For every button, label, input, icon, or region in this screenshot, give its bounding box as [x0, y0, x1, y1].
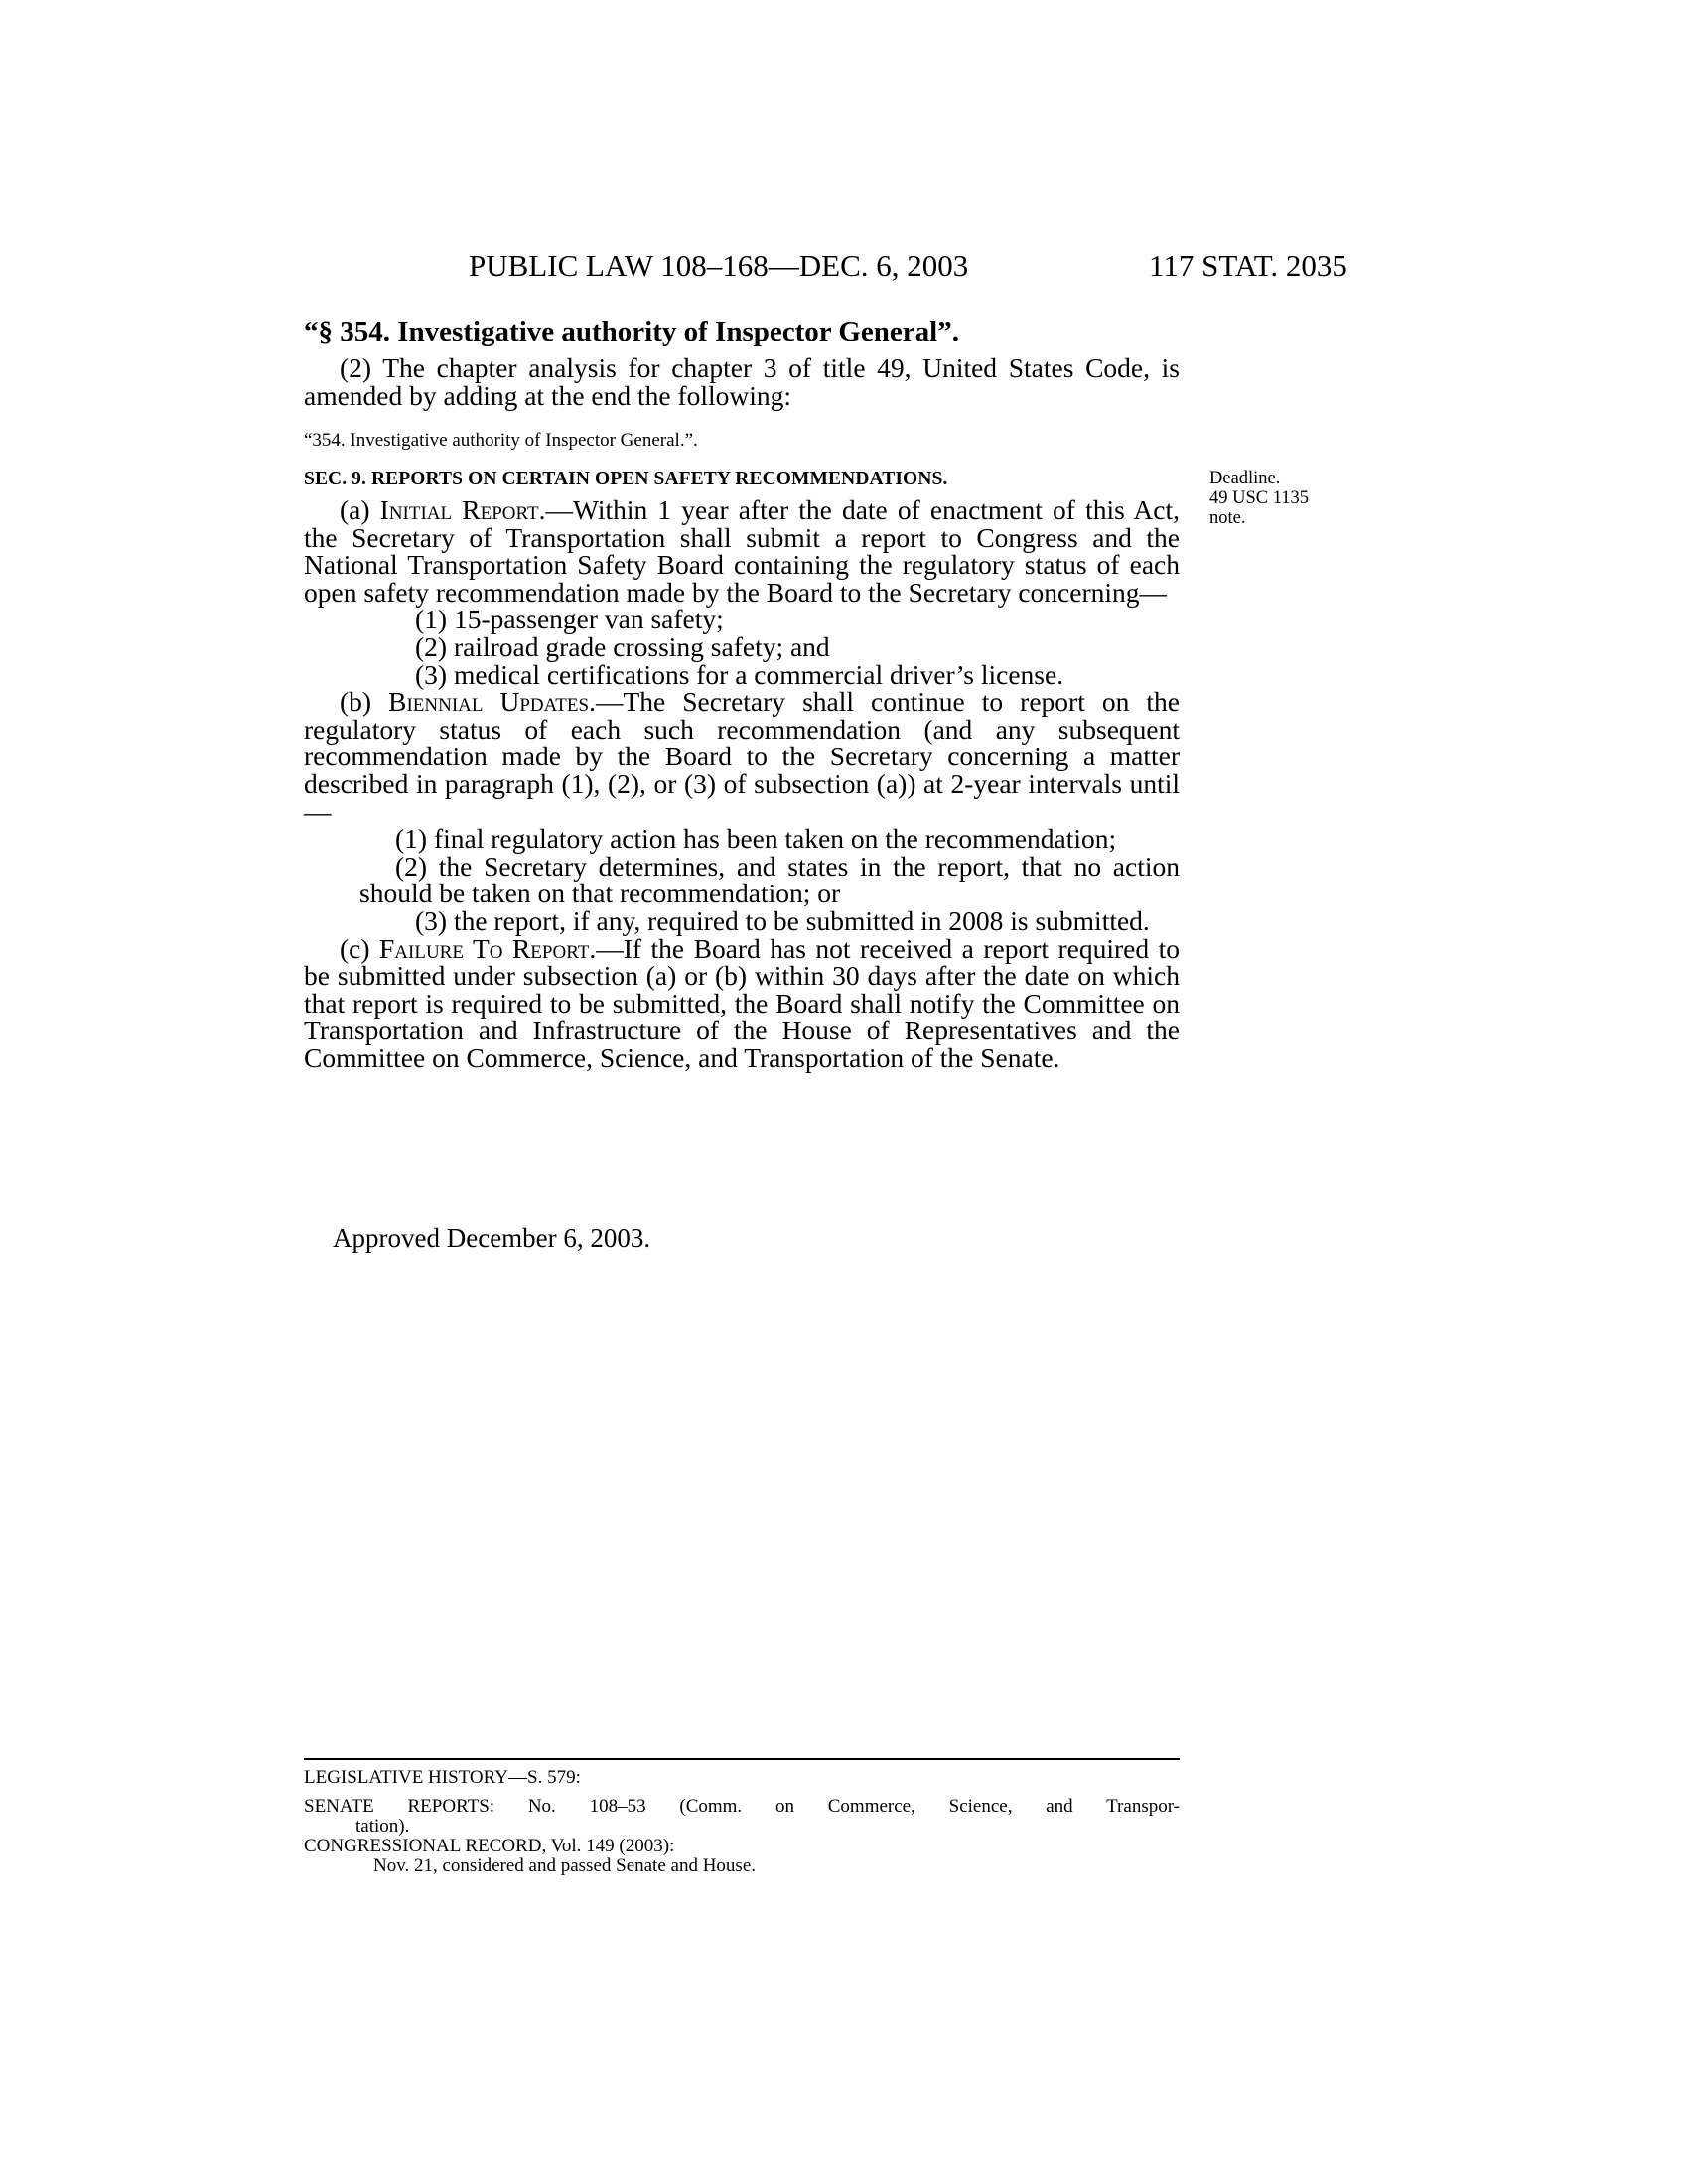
running-header-page: 117 STAT. 2035	[1149, 248, 1347, 283]
senate-reports-continuation: tation).	[355, 1816, 410, 1837]
subsection-a	[304, 496, 1180, 606]
subsection-b	[304, 688, 1180, 825]
margin-note	[1209, 469, 1348, 528]
quoted-entry: “354. Investigative authority of Inspector General.”.	[304, 430, 698, 451]
subsection-c-text: .—If the Board has not received a report required to be submitted under subsection (a) or (b) within 30 days after the date on which that report is required to be submitted, the Board shall notify the Committee on Transportation and Infrastructure of the House of Representatives and the Committee on Commerce, Science, and Transportation of the Senate.	[304, 932, 1180, 1073]
subsection-b-item-3: (3) the report, if any, required to be submitted in 2008 is submitted.	[415, 904, 1150, 936]
subsection-a-item-3: (3) medical certifications for a commercial driver’s license.	[415, 658, 1064, 690]
footnote-rule	[304, 1758, 1180, 1760]
legislative-history-heading: LEGISLATIVE HISTORY—S. 579:	[304, 1767, 581, 1788]
congressional-record-line: CONGRESSIONAL RECORD, Vol. 149 (2003):	[304, 1836, 675, 1856]
subsection-b-label: (b)	[340, 686, 389, 718]
congressional-record-entry: Nov. 21, considered and passed Senate and House.	[373, 1855, 757, 1876]
approval-line: Approved December 6, 2003.	[333, 1223, 651, 1253]
section-9-title: SEC. 9. REPORTS ON CERTAIN OPEN SAFETY RECOMMENDATIONS.	[304, 469, 948, 489]
running-header-left: PUBLIC LAW 108–168—DEC. 6, 2003	[469, 248, 969, 283]
senate-reports-line: SENATE REPORTS: No. 108–53 (Comm. on Commerce, Science, and Transpor-	[304, 1796, 1180, 1817]
subsection-c-heading: Failure To Report	[379, 932, 590, 964]
margin-note-usc: 49 USC 1135	[1209, 488, 1310, 508]
chapter-analysis-paragraph: (2) The chapter analysis for chapter 3 of title 49, United States Code, is amended by adding at the end the following:	[304, 352, 1180, 411]
subsection-a-item-2: (2) railroad grade crossing safety; and	[415, 630, 830, 662]
subsection-a-label: (a)	[340, 494, 380, 525]
subsection-b-text: .—The Secretary shall continue to report on the regulatory status of each such recommendation (and any subsequent recommendation made by the Board to the Secretary concerning a matter described in paragraph (1), (2), or (3) of subsection (a)) at 2-year intervals until—	[304, 686, 1181, 827]
section-9-body	[304, 496, 1180, 1071]
margin-note-note: note.	[1209, 508, 1246, 528]
subsection-a-item-1: (1) 15-passenger van safety;	[415, 604, 724, 635]
subsection-a-heading: Initial Report	[379, 494, 539, 525]
subsection-a-text: .—Within 1 year after the date of enactment of this Act, the Secretary of Transportation shall submit a report to Congress and the National Transportation Safety Board containing the regulatory status of each open safety recommendation made by the Board to the Secretary concerning—	[304, 494, 1180, 608]
subsection-c-label: (c)	[340, 932, 380, 964]
section-heading: “§ 354. Investigative authority of Inspector General”.	[304, 316, 959, 347]
subsection-b-item-2: (2) the Secretary determines, and states in the report, that no action should be taken on that recommendation; or	[359, 850, 1180, 909]
subsection-b-heading: Biennial Updates	[388, 686, 590, 718]
subsection-b-item-1: (1) final regulatory action has been taken on the recommendation;	[395, 823, 1117, 855]
subsection-c	[304, 932, 1180, 1073]
margin-note-deadline: Deadline.	[1209, 469, 1281, 488]
legislative-history	[304, 1768, 1180, 1876]
chapter-analysis-block	[304, 354, 1180, 409]
